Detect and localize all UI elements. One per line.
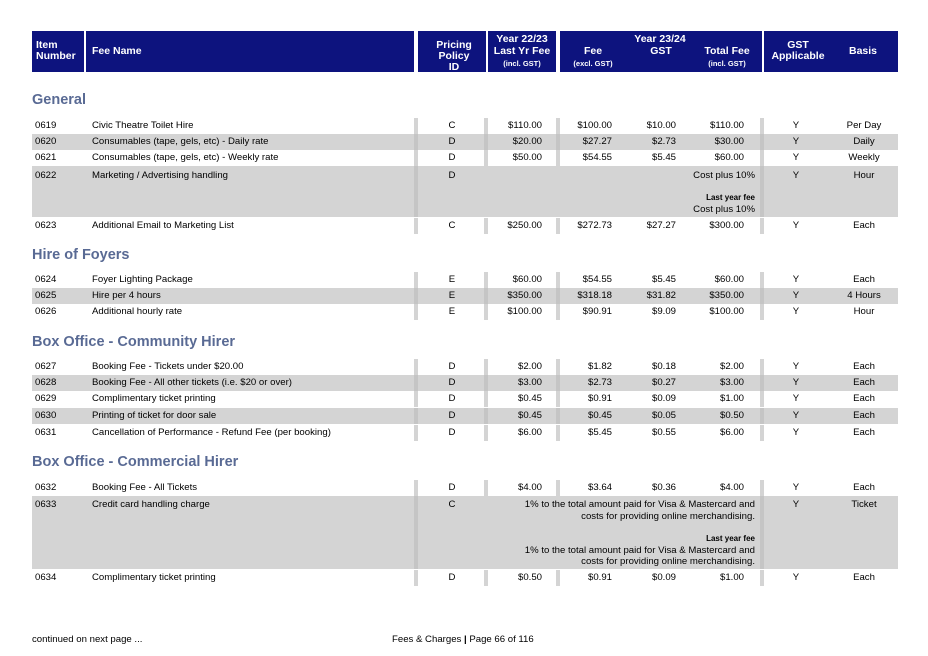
column-divider	[760, 391, 764, 407]
last-year-fee-note-line-1: 1% to the total amount paid for Visa & Mastercard and	[524, 545, 755, 556]
fee-note-line-1: 1% to the total amount paid for Visa & Mastercard and	[524, 499, 755, 510]
fee-name: Consumables (tape, gels, etc) - Weekly rate	[92, 152, 279, 163]
gst-amount: $0.05	[651, 410, 676, 421]
gst-applicable: Y	[792, 274, 800, 285]
gst-applicable: Y	[792, 152, 800, 163]
pricing-policy: D	[448, 427, 456, 438]
header-fee: Fee	[583, 45, 603, 57]
gst-applicable: Y	[792, 306, 800, 317]
fee-excl-gst: $0.91	[587, 572, 612, 583]
last-year-fee: $6.00	[517, 427, 542, 438]
table-row	[32, 391, 898, 407]
pricing-policy: E	[448, 290, 456, 301]
column-divider	[414, 118, 418, 134]
column-divider	[760, 134, 764, 150]
last-year-fee: $20.00	[512, 136, 542, 147]
fee-name: Additional Email to Marketing List	[92, 220, 234, 231]
column-divider	[556, 218, 560, 234]
column-divider	[760, 570, 764, 586]
fee-name: Booking Fee - All Tickets	[92, 482, 198, 493]
basis: Daily	[853, 136, 875, 147]
total-fee: $60.00	[714, 152, 744, 163]
fee-note-line-2: costs for providing online merchandising.	[581, 511, 755, 522]
column-divider	[414, 391, 418, 407]
fee-excl-gst: $318.18	[577, 290, 612, 301]
column-divider	[556, 288, 560, 304]
item-number: 0626	[35, 306, 57, 317]
item-number: 0632	[35, 482, 57, 493]
header-item-number: Item Number	[36, 39, 76, 62]
fee-name: Cancellation of Performance - Refund Fee (per booking)	[92, 427, 331, 438]
column-divider	[414, 134, 418, 150]
gst-amount: $0.27	[651, 377, 676, 388]
fee-excl-gst: $0.91	[587, 393, 612, 404]
fee-name: Marketing / Advertising handling	[92, 170, 228, 181]
basis: Each	[853, 572, 875, 583]
fee-name: Credit card handling charge	[92, 499, 210, 510]
fee-name: Consumables (tape, gels, etc) - Daily rate	[92, 136, 269, 147]
basis: Each	[853, 393, 875, 404]
column-divider	[760, 118, 764, 134]
fee-name: Foyer Lighting Package	[92, 274, 193, 285]
basis: Weekly	[848, 152, 880, 163]
fee-excl-gst: $90.91	[582, 306, 612, 317]
column-divider	[414, 288, 418, 304]
column-divider	[760, 480, 764, 496]
table-row	[32, 480, 898, 496]
document-title: Fees & Charges	[392, 634, 462, 645]
column-divider	[760, 150, 764, 166]
column-divider	[556, 304, 560, 320]
page-number: Page 66 of 116	[469, 634, 534, 645]
fee-excl-gst: $5.45	[587, 427, 612, 438]
table-row	[32, 218, 898, 234]
gst-applicable: Y	[792, 290, 800, 301]
table-row	[32, 496, 898, 569]
total-fee: $2.00	[719, 361, 744, 372]
column-divider	[414, 272, 418, 288]
column-divider	[760, 375, 764, 391]
last-year-fee: $0.50	[517, 572, 542, 583]
last-year-fee: $0.45	[517, 410, 542, 421]
pricing-policy: D	[448, 136, 456, 147]
table-row	[32, 408, 898, 424]
column-divider	[556, 118, 560, 134]
fee-name: Booking Fee - Tickets under $20.00	[92, 361, 244, 372]
column-divider	[414, 408, 418, 424]
basis: Hour	[853, 306, 875, 317]
gst-amount: $27.27	[646, 220, 676, 231]
header-last-yr-fee: Last Yr Fee	[493, 45, 551, 57]
last-year-fee: $250.00	[507, 220, 542, 231]
last-year-fee-label: Last year fee	[706, 193, 755, 202]
section-title-commercial-hirer: Box Office - Commercial Hirer	[32, 454, 239, 470]
header-year-prev: Year 22/23	[496, 33, 548, 45]
column-divider	[414, 304, 418, 320]
last-year-fee: $2.00	[517, 361, 542, 372]
header-pricing-policy: Pricing Policy ID	[436, 39, 472, 73]
column-divider	[556, 425, 560, 441]
column-divider	[414, 496, 418, 569]
column-divider	[556, 480, 560, 496]
table-row	[32, 425, 898, 441]
fee-excl-gst: $0.45	[587, 410, 612, 421]
column-divider	[556, 150, 560, 166]
gst-applicable: Y	[792, 499, 800, 510]
item-number: 0629	[35, 393, 57, 404]
column-divider	[556, 359, 560, 375]
column-divider	[760, 359, 764, 375]
basis: Each	[853, 427, 875, 438]
header-fee-name-block	[86, 31, 414, 72]
pricing-policy: D	[448, 572, 456, 583]
item-number: 0633	[35, 499, 57, 510]
total-fee: $1.00	[719, 393, 744, 404]
total-fee: $350.00	[709, 290, 744, 301]
fee-excl-gst: $272.73	[577, 220, 612, 231]
column-divider	[414, 359, 418, 375]
column-divider	[760, 288, 764, 304]
column-divider	[414, 166, 418, 217]
last-year-fee: $50.00	[512, 152, 542, 163]
total-fee: $4.00	[719, 482, 744, 493]
column-divider	[556, 570, 560, 586]
gst-amount: $31.82	[646, 290, 676, 301]
last-year-fee-note: Cost plus 10%	[693, 204, 755, 215]
fee-excl-gst: $54.55	[582, 152, 612, 163]
column-divider	[414, 570, 418, 586]
table-row	[32, 359, 898, 375]
last-year-fee: $60.00	[512, 274, 542, 285]
table-row	[32, 118, 898, 134]
gst-applicable: Y	[792, 220, 800, 231]
pricing-policy: D	[448, 170, 456, 181]
gst-amount: $2.73	[651, 136, 676, 147]
pricing-policy: D	[448, 361, 456, 372]
basis: 4 Hours	[847, 290, 881, 301]
last-year-fee: $3.00	[517, 377, 542, 388]
column-divider	[556, 375, 560, 391]
header-year-curr: Year 23/24	[634, 33, 686, 45]
fee-excl-gst: $2.73	[587, 377, 612, 388]
header-gst: GST	[650, 45, 672, 57]
basis: Hour	[853, 170, 875, 181]
gst-amount: $0.09	[651, 393, 676, 404]
header-incl-gst-total: (incl. GST)	[708, 59, 746, 68]
gst-applicable: Y	[792, 427, 800, 438]
last-year-fee: $350.00	[507, 290, 542, 301]
total-fee: $30.00	[714, 136, 744, 147]
header-current-year-block	[560, 31, 762, 72]
table-row	[32, 304, 898, 320]
fee-excl-gst: $1.82	[587, 361, 612, 372]
total-fee: $300.00	[709, 220, 744, 231]
gst-applicable: Y	[792, 572, 800, 583]
gst-applicable: Y	[792, 361, 800, 372]
item-number: 0621	[35, 152, 57, 163]
column-divider	[414, 375, 418, 391]
pricing-policy: D	[448, 410, 456, 421]
table-row	[32, 375, 898, 391]
column-divider	[760, 408, 764, 424]
basis: Each	[853, 410, 875, 421]
basis: Each	[853, 220, 875, 231]
basis: Per Day	[846, 120, 882, 131]
section-title-general: General	[32, 92, 86, 108]
item-number: 0620	[35, 136, 57, 147]
basis: Each	[853, 274, 875, 285]
total-fee: $110.00	[710, 120, 744, 131]
gst-amount: $5.45	[651, 274, 676, 285]
pricing-policy: C	[448, 499, 456, 510]
pricing-policy: D	[448, 377, 456, 388]
header-last-year-block	[488, 31, 556, 72]
column-divider	[556, 408, 560, 424]
column-divider	[760, 304, 764, 320]
gst-amount: $5.45	[651, 152, 676, 163]
gst-applicable: Y	[792, 170, 800, 181]
item-number: 0628	[35, 377, 57, 388]
total-fee: $6.00	[719, 427, 744, 438]
table-row	[32, 150, 898, 166]
last-year-fee: $100.00	[507, 306, 542, 317]
section-title-community-hirer: Box Office - Community Hirer	[32, 334, 236, 350]
item-number: 0619	[35, 120, 57, 131]
pricing-policy: C	[448, 120, 456, 131]
gst-applicable: Y	[792, 136, 800, 147]
gst-applicable: Y	[792, 410, 800, 421]
header-excl-gst: (excl. GST)	[573, 59, 613, 68]
column-divider	[556, 272, 560, 288]
column-divider	[556, 134, 560, 150]
last-year-fee: $4.00	[517, 482, 542, 493]
column-divider	[760, 218, 764, 234]
column-divider	[414, 218, 418, 234]
section-title-hire-of-foyers: Hire of Foyers	[32, 247, 130, 263]
total-fee: $100.00	[709, 306, 744, 317]
item-number: 0631	[35, 427, 57, 438]
column-divider	[760, 166, 764, 217]
total-fee: $3.00	[719, 377, 744, 388]
item-number: 0625	[35, 290, 57, 301]
column-divider	[414, 425, 418, 441]
gst-applicable: Y	[792, 120, 800, 131]
fee-name: Additional hourly rate	[92, 306, 183, 317]
fee-excl-gst: $54.55	[582, 274, 612, 285]
pricing-policy: E	[448, 306, 456, 317]
pricing-policy: C	[448, 220, 456, 231]
column-divider	[414, 480, 418, 496]
table-row	[32, 570, 898, 586]
fee-name: Hire per 4 hours	[92, 290, 161, 301]
table-row	[32, 272, 898, 288]
header-pricing-policy-block	[418, 31, 486, 72]
last-year-fee-note-line-2: costs for providing online merchandising.	[581, 556, 755, 567]
item-number: 0623	[35, 220, 57, 231]
basis: Each	[853, 377, 875, 388]
last-year-fee: $110.00	[508, 120, 542, 131]
fee-excl-gst: $27.27	[582, 136, 612, 147]
continued-note: continued on next page ...	[32, 634, 143, 645]
fee-name: Printing of ticket for door sale	[92, 410, 217, 421]
total-fee: $60.00	[714, 274, 744, 285]
basis: Each	[853, 482, 875, 493]
fee-name: Booking Fee - All other tickets (i.e. $20 or over)	[92, 377, 292, 388]
last-year-fee: $0.45	[517, 393, 542, 404]
table-row	[32, 166, 898, 217]
header-fee-name: Fee Name	[92, 45, 142, 57]
pricing-policy: E	[448, 274, 456, 285]
basis: Ticket	[851, 499, 877, 510]
gst-amount: $0.09	[651, 572, 676, 583]
gst-amount: $10.00	[646, 120, 676, 131]
last-year-fee-label: Last year fee	[706, 534, 755, 543]
fee-excl-gst: $3.64	[587, 482, 612, 493]
pricing-policy: D	[448, 152, 456, 163]
table-row	[32, 134, 898, 150]
total-fee: $0.50	[719, 410, 744, 421]
item-number: 0630	[35, 410, 57, 421]
column-divider	[760, 425, 764, 441]
column-divider	[760, 272, 764, 288]
footer-divider: |	[464, 634, 467, 645]
fee-name: Civic Theatre Toilet Hire	[92, 120, 194, 131]
header-item-number-block	[32, 31, 84, 72]
item-number: 0627	[35, 361, 57, 372]
gst-applicable: Y	[792, 393, 800, 404]
page-footer	[392, 634, 534, 645]
total-fee: $1.00	[719, 572, 744, 583]
gst-applicable: Y	[792, 482, 800, 493]
item-number: 0624	[35, 274, 57, 285]
column-divider	[760, 496, 764, 569]
gst-amount: $0.18	[651, 361, 676, 372]
item-number: 0634	[35, 572, 57, 583]
header-gst-basis-block	[764, 31, 898, 72]
gst-applicable: Y	[792, 377, 800, 388]
item-number: 0622	[35, 170, 57, 181]
fee-note: Cost plus 10%	[693, 170, 755, 181]
basis: Each	[853, 361, 875, 372]
pricing-policy: D	[448, 393, 456, 404]
header-gst-applicable: GST Applicable	[771, 39, 825, 62]
pricing-policy: D	[448, 482, 456, 493]
fee-name: Complimentary ticket printing	[92, 572, 216, 583]
header-total-fee: Total Fee	[704, 45, 750, 57]
header-incl-gst: (incl. GST)	[503, 59, 541, 68]
gst-amount: $9.09	[651, 306, 676, 317]
header-basis: Basis	[848, 45, 878, 57]
fee-name: Complimentary ticket printing	[92, 393, 216, 404]
gst-amount: $0.55	[651, 427, 676, 438]
column-divider	[414, 150, 418, 166]
table-row	[32, 288, 898, 304]
gst-amount: $0.36	[651, 482, 676, 493]
column-divider	[556, 391, 560, 407]
fee-excl-gst: $100.00	[577, 120, 612, 131]
